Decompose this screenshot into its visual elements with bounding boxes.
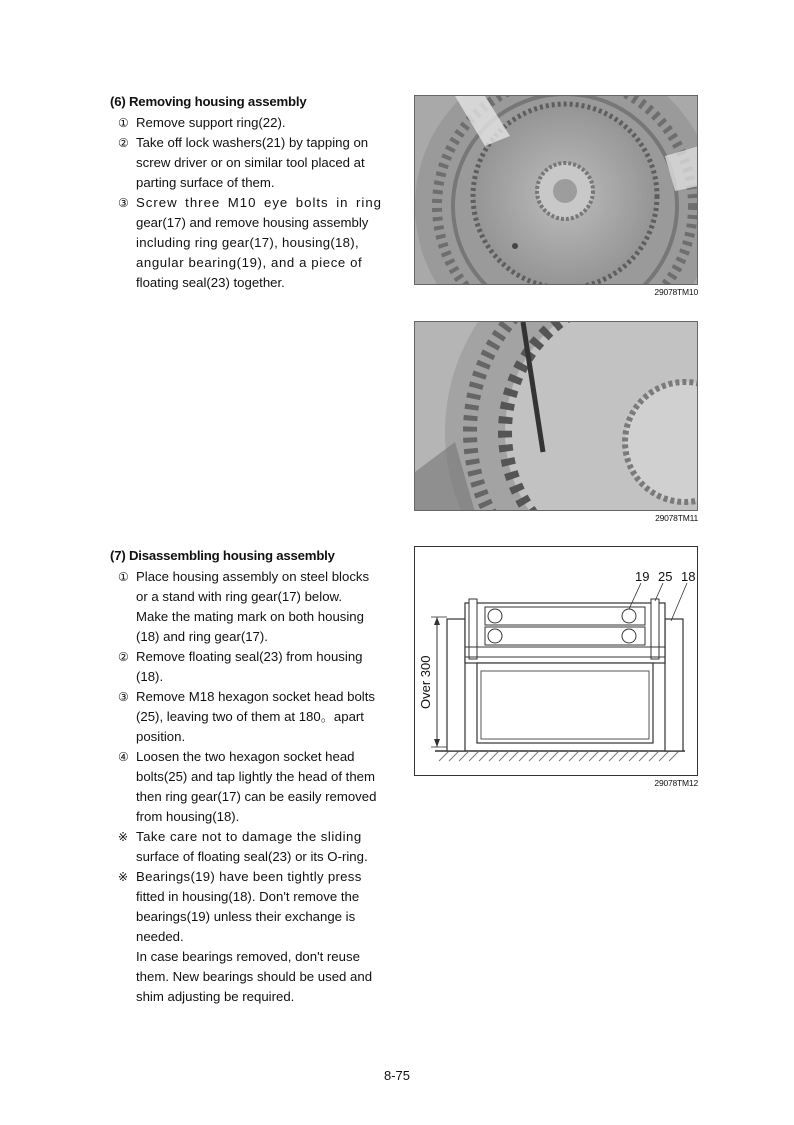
step-4 (110, 747, 382, 827)
note-text: Take care not to damage the sliding (136, 829, 362, 844)
label-25: 25 (658, 569, 673, 584)
page-number: 8-75 (383, 1068, 411, 1083)
step-number: ① (118, 116, 129, 130)
step-text: or a stand with ring gear(17) below. (136, 589, 342, 604)
note-1 (110, 827, 382, 867)
step-text: angular bearing(19), and a piece of (136, 255, 363, 270)
ring-gear (477, 663, 653, 743)
note-text: surface of floating seal(23) or its O-ring. (136, 849, 368, 864)
step-text: from housing(18). (136, 809, 240, 824)
step-number: ② (118, 136, 129, 150)
step-text: Make the mating mark on both housing (136, 609, 364, 624)
ring-gear-photo (414, 95, 698, 285)
section-title: (7) Disassembling housing assembly (110, 548, 335, 563)
step-text: bolts(25) and tap lightly the head of them (136, 769, 375, 784)
housing-diagram-image (415, 547, 697, 775)
step-text: floating seal(23) together. (136, 275, 285, 290)
figure-caption: 29078TM12 (654, 778, 698, 788)
label-18: 18 (681, 569, 696, 584)
figure-housing-diagram (414, 546, 698, 788)
gear-tool-photo (414, 321, 698, 511)
step-number: ④ (118, 750, 129, 764)
step-text: parting surface of them. (136, 175, 275, 190)
step-3 (110, 193, 382, 293)
step-3 (110, 687, 382, 747)
ring-gear-photo-image (415, 96, 698, 285)
label-19: 19 (635, 569, 650, 584)
note-text: them. New bearings should be used and (136, 969, 373, 984)
dimension-label: Over 300 (418, 655, 433, 709)
step-text: position. (136, 729, 186, 744)
figure-ring-gear-photo (414, 95, 698, 297)
left-block (447, 619, 465, 751)
gear-tool-photo-image (415, 322, 698, 511)
note-mark: ※ (118, 830, 129, 844)
step-2 (110, 133, 382, 193)
housing-diagram (414, 546, 698, 776)
section-disassembling-housing (110, 546, 382, 1007)
figure-gear-tool-photo (414, 321, 698, 523)
figure-caption: 29078TM11 (655, 513, 698, 523)
step-text: including ring gear(17), housing(18), (136, 235, 359, 250)
step-text: (18) and ring gear(17). (136, 629, 268, 644)
step-text: Place housing assembly on steel blocks (136, 569, 370, 584)
figure-caption: 29078TM10 (654, 287, 698, 297)
step-text: (25), leaving two of them at 180。apart (136, 709, 364, 724)
note-2 (110, 867, 382, 1007)
note-text: bearings(19) unless their exchange is (136, 909, 356, 924)
note-text: In case bearings removed, don't reuse (136, 949, 360, 964)
step-number: ① (118, 570, 129, 584)
right-block (665, 619, 683, 751)
ground-hatch (439, 751, 679, 761)
step-text: Screw three M10 eye bolts in ring (136, 195, 382, 210)
step-number: ② (118, 650, 129, 664)
step-text: Remove support ring(22). (136, 115, 286, 130)
step-text: Remove floating seal(23) from housing (136, 649, 363, 664)
step-text: Remove M18 hexagon socket head bolts (136, 689, 375, 704)
step-text: screw driver or on similar tool placed at (136, 155, 365, 170)
note-text: Bearings(19) have been tightly press (136, 869, 362, 884)
step-2 (110, 647, 382, 687)
step-text: gear(17) and remove housing assembly (136, 215, 369, 230)
section-removing-housing (110, 92, 382, 293)
step-text: Loosen the two hexagon socket head (136, 749, 355, 764)
note-text: shim adjusting be required. (136, 989, 295, 1004)
step-1 (110, 113, 382, 133)
step-number: ③ (118, 196, 129, 210)
note-text: fitted in housing(18). Don't remove the (136, 889, 360, 904)
step-text: Take off lock washers(21) by tapping on (136, 135, 369, 150)
step-1 (110, 567, 382, 647)
section-title: (6) Removing housing assembly (110, 94, 307, 109)
note-mark: ※ (118, 870, 129, 884)
step-number: ③ (118, 690, 129, 704)
step-text: (18). (136, 669, 164, 684)
note-text: needed. (136, 929, 184, 944)
step-text: then ring gear(17) can be easily removed (136, 789, 377, 804)
